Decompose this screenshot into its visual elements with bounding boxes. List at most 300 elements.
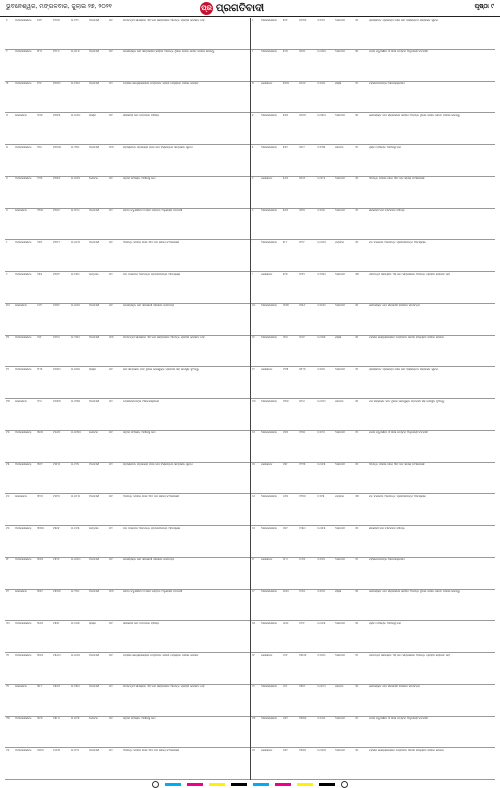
table-cell-c: ୦.୧୬୫ [71, 526, 80, 530]
table-cell-type: ଅଣଜଳସେଚିତ [15, 748, 32, 752]
table-cell-type: ଜଳସେଚିତ [15, 685, 27, 689]
table-cell-desc: ତହସିଲଦାରଙ୍କ ଆଦେଶକ୍ରମେ [123, 399, 160, 403]
table-cell-b: ୨୧୨୯ [298, 240, 305, 244]
table-cell-e: ୦୩ [354, 494, 360, 498]
table-cell-desc: ଜମି ସମ୍ପର୍କିତ ଦାବି ଥିଲେ ଉପଯୁକ୍ତ ପ୍ରମାଣ ସହ ଉପସ୍ଥିତ ହୁଅନ୍ତୁ [368, 399, 445, 403]
table-cell-sl: ୧୬ [251, 494, 255, 498]
table-cell-a: ୨୨୩ [37, 177, 43, 181]
table-cell-sl: ୨୪ [6, 748, 10, 752]
table-cell-e: ୦୧ [109, 558, 113, 562]
table-cell-b: ୨୧୫୬ [298, 304, 306, 308]
table-row [251, 653, 496, 685]
table-cell-c: ୦.୧୦୦ [316, 304, 326, 308]
table-cell-b: ୧୫୮୭ [53, 717, 60, 720]
table-cell-b: ୨୩୧୮ [298, 685, 306, 689]
masthead [200, 1, 264, 15]
table-cell-c: ୦.୦୬୫ [316, 621, 326, 625]
table-cell-b: ୧୬୦୧ [53, 748, 61, 752]
table-cell-c: ୦.୧୬୦ [316, 717, 326, 720]
table-cell-c: ୦.୧୩୫ [316, 145, 326, 149]
table-cell-a: ୩୩୦ [37, 526, 44, 530]
table-cell-d: ଅନାବାଦୀ [89, 240, 100, 244]
table-row [251, 748, 496, 780]
table-cell-desc: ପରବର୍ତ୍ତୀ ସମୟରେ ଏହି ଜମି ସମ୍ପର୍କରେ ଆପତ୍ତି ଗ୍ରହଣ କରାଯିବ ନାହିଁ [368, 653, 450, 657]
table-cell-type: ଜଳସେଚିତ [260, 653, 273, 657]
table-cell-d: ଅନାବାଦୀ [334, 304, 345, 308]
table-cell-d: ରାସ୍ତା [334, 336, 342, 339]
table-cell-e: ୦୧ [354, 590, 359, 593]
table-cell-sl: ୨ [251, 50, 253, 54]
table-cell-type: ଜଳସେଚିତ [15, 590, 27, 593]
table-cell-c: ୦.୦୪୦ [316, 748, 326, 752]
table-row [5, 145, 250, 177]
table-cell-type: ଅଣଜଳସେଚିତ [260, 494, 278, 498]
table-cell-b: ୨୦୩୪ [298, 18, 307, 22]
table-cell-a: ୩୯୫ [37, 717, 43, 720]
table-cell-sl: ୮ [6, 240, 8, 244]
table-cell-sl: ୧୫ [251, 463, 255, 466]
table-cell-type: ଜଳସେଚିତ [15, 113, 27, 117]
table-cell-a: ୬୦୩ [282, 304, 289, 308]
table-cell-type: ଅଣଜଳସେଚିତ [260, 526, 278, 530]
table-cell-b: ୨୧୯୬ [298, 399, 305, 403]
table-cell-sl: ୨୧ [6, 653, 10, 657]
notice-column-right [250, 18, 496, 780]
table-cell-sl: ୧୧ [6, 336, 10, 339]
table-row [5, 621, 250, 653]
table-cell-sl: ୪ [6, 113, 8, 117]
table-cell-b: ୧୫୭୪ [53, 685, 61, 689]
table-row [251, 336, 496, 368]
table-cell-c: ୦.୧୯୫ [71, 463, 80, 466]
table-row [5, 240, 250, 272]
table-cell-a: ୬୮୬ [282, 558, 288, 562]
table-cell-type: ଅଣଜଳସେଚିତ [15, 145, 32, 149]
table-cell-c: ୦.୧୨୨ [71, 18, 79, 22]
table-cell-desc: ପ୍ରସ୍ତାବିତ ପ୍ରକଳ୍ପ ପାଇଁ ଜମି ହସ୍ତାନ୍ତର ସମ୍ପର୍କିତ ସୂଚନା [123, 463, 193, 466]
table-cell-d: ଅନାବାଦୀ [334, 367, 345, 371]
table-cell-b: ୧୫୪୮ [53, 621, 60, 625]
table-cell-d: ଅନାବାଦୀ [89, 685, 100, 689]
table-cell-b: ୧୫୨୧ [53, 558, 60, 562]
registration-mark-icon [341, 781, 348, 788]
table-cell-type: ଅଣଜଳସେଚିତ [15, 240, 32, 244]
table-cell-d: ଜଙ୍ଗଲ [334, 494, 344, 498]
table-cell-e: ୦୨ [109, 272, 113, 276]
table-cell-desc: ବନ ବିଭାଗର ଅନାପତ୍ତି ପ୍ରମାଣପତ୍ର ଆବଶ୍ୟକ [123, 272, 181, 276]
table-cell-a: ୨୩୦ [37, 209, 44, 212]
table-cell-type: ଅଣଜଳସେଚିତ [260, 240, 278, 244]
table-cell-c: ୦.୦୮୦ [71, 494, 81, 498]
table-cell-c: ୦.୦୭୫ [71, 304, 81, 308]
table-cell-b: ୧୩୯୯ [53, 272, 60, 276]
table-cell-type: ଅଣଜଳସେଚିତ [260, 145, 278, 149]
table-cell-b: ୨୧୬୯ [298, 336, 305, 339]
table-cell-e: ୦୨ [354, 209, 359, 212]
table-cell-d: ରାସ୍ତା [89, 367, 96, 371]
table-cell-sl: ୨୩ [251, 717, 256, 720]
table-cell-desc: ଗ୍ରାମ ପଞ୍ଚାୟତ ଅଧୀନସ୍ଥ ଜମି [123, 717, 156, 720]
table-cell-c: ୦.୦୯୦ [316, 399, 326, 403]
table-cell-a: ୨୧୬ [37, 145, 42, 149]
table-cell-desc: ଉପରୋକ୍ତ ଜମି ସମ୍ପର୍କରେ କାହାର ଆପତ୍ତି ଥିଲେ ଲିଖିତ ଭାବେ ଦାଖଲ କରନ୍ତୁ [123, 50, 215, 54]
table-cell-a: ୬୧୬ [282, 336, 288, 339]
table-cell-a: ୩୧୨ [37, 463, 43, 466]
table-cell-b: ୧୩୬୮ [53, 209, 61, 212]
table-cell-sl: ୧୪ [6, 431, 10, 435]
table-row [5, 272, 250, 304]
table-row [5, 304, 250, 336]
table-cell-a: ୬୭୯ [282, 526, 288, 530]
table-row [251, 590, 496, 622]
table-cell-d: ରାସ୍ତା [334, 590, 342, 593]
table-cell-sl: ୧୨ [6, 367, 10, 371]
table-cell-d: ଅନାବାଦୀ [334, 621, 345, 625]
table-cell-a: ୪୦୩ [37, 748, 44, 752]
table-cell-a: ୩୭୪ [37, 653, 44, 657]
table-cell-desc: ଜମିର ଚତୁଃସୀମା ଓ ଖାତା ନମ୍ବର ଅନୁଯାୟୀ ବିବରଣୀ [368, 50, 428, 54]
table-cell-desc: ଆପତ୍ତି ଦାଖଲ ପାଇଁ ୩୦ ଦିନ ସମୟ ଦିଆଯାଉଛି [368, 177, 425, 181]
table-cell-a: ୩୮୮ [37, 685, 43, 689]
table-cell-sl: ୫ [251, 145, 254, 149]
color-swatch [253, 783, 269, 786]
table-cell-a: ୧୯୧ [37, 82, 42, 85]
table-cell-desc: ଉପରୋକ୍ତ ଜମି ସରକାରୀ ଖାତାରେ ଲିପିବଦ୍ଧ [368, 685, 420, 689]
table-cell-sl: ୭ [251, 209, 254, 212]
table-cell-desc: ଗ୍ରାମ ପଞ୍ଚାୟତ ଅଧୀନସ୍ଥ ଜମି [368, 621, 401, 625]
table-cell-desc: ବନ ବିଭାଗର ଅନାପତ୍ତି ପ୍ରମାଣପତ୍ର ଆବଶ୍ୟକ [123, 526, 181, 530]
table-cell-c: ୦.୧୮୦ [71, 209, 80, 212]
table-cell-e: ୦୧ [109, 177, 113, 181]
page-header [0, 0, 500, 17]
table-cell-e: ୦୧ [109, 18, 113, 22]
table-cell-desc: ଉପରୋକ୍ତ ଜମି ସରକାରୀ ଖାତାରେ ଲିପିବଦ୍ଧ [123, 304, 175, 308]
table-cell-sl: ୧୭ [251, 526, 255, 530]
table-cell-desc: ପରବର୍ତ୍ତୀ ସମୟରେ ଏହି ଜମି ସମ୍ପର୍କରେ ଆପତ୍ତି ଗ୍ରହଣ କରାଯିବ ନାହିଁ [368, 272, 450, 276]
registration-mark-icon [152, 781, 159, 788]
table-cell-desc: ସରକାରୀ ଜମି ବାବଦରେ ବିଜ୍ଞପ୍ତି [368, 209, 405, 212]
table-cell-desc: ଗ୍ରାମ ପଞ୍ଚାୟତ ଅଧୀନସ୍ଥ ଜମି [123, 177, 156, 181]
table-cell-e: ୦୨ [109, 748, 113, 752]
table-cell-desc: ଆପତ୍ତି ଦାଖଲ ପାଇଁ ୩୦ ଦିନ ସମୟ ଦିଆଯାଉଛି [368, 463, 425, 466]
table-cell-desc: ଜମିର ଚତୁଃସୀମା ଓ ଖାତା ନମ୍ବର ଅନୁଯାୟୀ ବିବରଣୀ [123, 209, 183, 212]
table-cell-desc: ବନ ବିଭାଗର ଅନାପତ୍ତି ପ୍ରମାଣପତ୍ର ଆବଶ୍ୟକ [368, 240, 426, 244]
table-cell-d: ଜଙ୍ଗଲ [89, 272, 99, 276]
table-row [251, 463, 496, 495]
table-cell-a: ୭୪୨ [282, 717, 288, 720]
table-cell-sl: ୧୩ [6, 399, 10, 403]
table-cell-a: ୭୦୭ [282, 621, 289, 625]
notice-column-left [5, 18, 250, 780]
notice-columns [5, 18, 495, 780]
table-cell-b: ୨୦୪୮ [298, 50, 306, 54]
table-cell-c: ୦.୦୪୫ [316, 336, 326, 339]
table-cell-sl: ୨ [6, 50, 8, 54]
table-cell-c: ୦.୦୭୦ [316, 50, 326, 54]
table-cell-type: ଅଣଜଳସେଚିତ [260, 590, 278, 593]
table-cell-b: ୨୨୧୦ [298, 431, 306, 435]
table-cell-type: ଅଣଜଳସେଚିତ [15, 82, 32, 85]
table-row [5, 50, 250, 82]
table-row [251, 209, 496, 241]
table-cell-desc: ଜମିର ଚତୁଃସୀମା ଓ ଖାତା ନମ୍ବର ଅନୁଯାୟୀ ବିବରଣୀ [368, 431, 428, 435]
table-cell-desc: ତହସିଲ କାର୍ଯ୍ୟାଳୟରେ ନିର୍ଦ୍ଧାରିତ ତାରିଖ ମଧ୍ୟରେ ଦାଖଲ କରିବେ [368, 748, 444, 752]
table-cell-e: ୦୧ [109, 240, 113, 244]
table-cell-e: ୦୩ [354, 272, 360, 276]
table-cell-e: ୦୩ [109, 590, 114, 593]
table-cell-e: ୦୧ [354, 240, 359, 244]
table-cell-e: ୦୧ [354, 621, 359, 625]
table-cell-d: ଅନାବାଦୀ [89, 336, 100, 339]
table-cell-a: ୫୬୭ [282, 177, 289, 181]
table-cell-type: ଅଣଜଳସେଚିତ [260, 50, 278, 54]
table-cell-d: ଅନାବାଦୀ [89, 145, 100, 149]
table-cell-b: ୧୪୬୭ [53, 431, 61, 435]
table-cell-sl: ୧ [6, 18, 8, 22]
table-cell-e: ୦୨ [354, 367, 359, 371]
table-cell-sl: ୧୮ [251, 558, 255, 562]
table-cell-type: ଅଣଜଳସେଚିତ [15, 367, 32, 371]
table-cell-sl: ୧୮ [6, 558, 10, 562]
table-row [5, 336, 250, 368]
newspaper-logo-icon: ପ୍ର [200, 2, 213, 15]
table-cell-b: ୨୩୦୪ [298, 653, 307, 657]
table-cell-e: ୦୧ [109, 621, 113, 625]
table-cell-type: ଅଣଜଳସେଚିତ [15, 431, 32, 435]
table-cell-c: ୦.୨୧୫ [316, 494, 325, 498]
table-cell-desc: ଆପତ୍ତି ଦାଖଲ ପାଇଁ ୩୦ ଦିନ ସମୟ ଦିଆଯାଉଛି [123, 494, 179, 498]
table-cell-a: ୩୦୧ [37, 431, 44, 435]
table-cell-a: ୨୮୩ [37, 367, 43, 371]
table-row [251, 558, 496, 590]
table-cell-b: ୧୫୦୮ [53, 526, 61, 530]
table-cell-sl: ୩ [6, 82, 9, 85]
color-swatch [275, 783, 291, 786]
table-cell-e: ୦୧ [354, 399, 359, 403]
table-cell-d: ଅନାବାଦୀ [89, 494, 100, 498]
table-cell-d: ଗୋଚର [334, 145, 344, 149]
table-cell-type: ଜଳସେଚିତ [260, 272, 273, 276]
table-cell-sl: ୧୨ [251, 367, 255, 371]
table-cell-sl: ୧୪ [251, 431, 255, 435]
table-cell-desc: ସରକାରୀ ଜମି ବାବଦରେ ବିଜ୍ଞପ୍ତି [123, 621, 160, 625]
table-cell-e: ୦୧ [354, 304, 359, 308]
table-cell-d: ଅନାବାଦୀ [89, 82, 100, 85]
table-cell-d: ଅନାବାଦୀ [334, 209, 345, 212]
table-cell-a: ୫୫୨ [282, 145, 288, 149]
table-cell-e: ୦୨ [109, 399, 113, 403]
color-swatch [165, 783, 181, 786]
table-cell-sl: ୧୧ [251, 336, 255, 339]
table-cell-type: ଅଣଜଳସେଚିତ [15, 526, 32, 530]
table-cell-type: ଜଳସେଚିତ [260, 367, 273, 371]
table-cell-e: ୦୧ [354, 18, 359, 22]
table-cell-e: ୦୨ [109, 526, 113, 530]
table-cell-b: ୧୪୪୦ [53, 367, 61, 371]
table-cell-c: ୦.୧୩୦ [71, 399, 81, 403]
table-cell-d: ଗୋଚର [334, 685, 344, 689]
table-cell-a: ୨୬୨ [37, 304, 42, 308]
table-cell-d: ଜଙ୍ଗଲ [89, 526, 99, 530]
table-row [251, 18, 496, 50]
table-cell-c: ୦.୦୫୦ [316, 113, 326, 117]
table-cell-d: ଅନାବାଦୀ [89, 399, 100, 403]
table-cell-sl: ୧୭ [6, 526, 10, 530]
table-cell-c: ୦.୦୮୫ [71, 50, 80, 54]
table-row [5, 463, 250, 495]
color-swatch [231, 783, 247, 786]
table-cell-desc: ତହସିଲ କାର୍ଯ୍ୟାଳୟରେ ନିର୍ଦ୍ଧାରିତ ତାରିଖ ମଧ୍ୟରେ ଦାଖଲ କରିବେ [123, 653, 199, 657]
table-cell-b: ୧୩୦୨ [53, 82, 61, 85]
table-cell-d: ଅନାବାଦୀ [334, 272, 345, 276]
table-cell-a: ୨୪୭ [37, 240, 43, 244]
table-cell-type: ଅଣଜଳସେଚିତ [15, 50, 32, 54]
table-cell-c: ୦.୨୪୦ [71, 336, 80, 339]
table-cell-e: ୦୧ [354, 336, 359, 339]
table-cell-e: ୦୨ [354, 653, 359, 657]
table-cell-a: ୧୮୫ [37, 50, 43, 54]
table-cell-a: ୫୮୮ [282, 240, 288, 244]
table-cell-desc: ପରବର୍ତ୍ତୀ ସମୟରେ ଏହି ଜମି ସମ୍ପର୍କରେ ଆପତ୍ତି ଗ୍ରହଣ କରାଯିବ ନାହିଁ [123, 336, 205, 339]
table-cell-desc: ସରକାରୀ ଜମି ବାବଦରେ ବିଜ୍ଞପ୍ତି [123, 113, 160, 117]
table-cell-desc: ଉପରୋକ୍ତ ଜମି ସମ୍ପର୍କରେ କାହାର ଆପତ୍ତି ଥିଲେ ଲିଖିତ ଭାବେ ଦାଖଲ କରନ୍ତୁ [368, 113, 461, 117]
table-cell-c: ୦.୦୯୫ [71, 717, 80, 720]
table-cell-c: ୦.୧୧୦ [316, 590, 325, 593]
table-cell-d: ଅନାବାଦୀ [334, 558, 345, 562]
table-cell-type: ଅଣଜଳସେଚିତ [260, 717, 278, 720]
table-cell-c: ୦.୧୫୦ [71, 685, 80, 689]
table-cell-b: ୨୧୪୨ [298, 272, 305, 276]
table-cell-d: ଅନାବାଦୀ [334, 177, 345, 181]
table-cell-desc: ପ୍ରସ୍ତାବିତ ପ୍ରକଳ୍ପ ପାଇଁ ଜମି ହସ୍ତାନ୍ତର ସମ୍ପର୍କିତ ସୂଚନା [368, 367, 439, 371]
table-cell-d: ଅନାବାଦୀ [334, 717, 345, 720]
table-cell-b: ୧୪୯୫ [53, 494, 60, 498]
table-cell-a: ୫୯୫ [282, 272, 288, 276]
table-cell-d: ରାସ୍ତା [334, 82, 342, 85]
table-cell-e: ୦୧ [354, 685, 359, 689]
table-cell-d: ଅନାବାଦୀ [89, 18, 100, 22]
table-cell-d: ଗୋଚର [334, 399, 344, 403]
table-cell-type: ଅଣଜଳସେଚିତ [15, 717, 32, 720]
table-cell-b: ୧୫୬୦ [53, 653, 61, 657]
table-cell-c: ୦.୦୬୦ [316, 240, 326, 244]
table-cell-a: ୫୭୪ [282, 209, 289, 212]
table-row [5, 399, 250, 431]
table-cell-a: ୩୫୨ [37, 590, 43, 593]
table-cell-c: ୦.୧୮୫ [71, 748, 80, 752]
table-cell-e: ୦୩ [109, 145, 114, 149]
table-cell-sl: ୮ [251, 240, 254, 244]
table-cell-sl: ୧୦ [6, 304, 10, 308]
table-cell-c: ୦.୦୬୦ [71, 113, 81, 117]
table-cell-c: ୦.୦୮୫ [316, 177, 326, 181]
table-cell-desc: ପ୍ରସ୍ତାବିତ ପ୍ରକଳ୍ପ ପାଇଁ ଜମି ହସ୍ତାନ୍ତର ସମ୍ପର୍କିତ ସୂଚନା [368, 18, 439, 22]
table-cell-type: ଅଣଜଳସେଚିତ [15, 18, 32, 22]
table-cell-b: ୨୧୦୨ [298, 177, 306, 181]
table-cell-sl: ୧୯ [6, 590, 10, 593]
table-cell-e: ୦୧ [354, 113, 359, 117]
table-cell-e: ୦୧ [109, 494, 113, 498]
table-cell-desc: ତହସିଲଦାରଙ୍କ ଆଦେଶକ୍ରମେ [368, 558, 405, 562]
table-cell-d: ଅନାବାଦୀ [334, 431, 345, 435]
table-row [251, 685, 496, 717]
table-cell-c: ୦.୦୮୦ [316, 685, 326, 689]
table-cell-desc: ପରବର୍ତ୍ତୀ ସମୟରେ ଏହି ଜମି ସମ୍ପର୍କରେ ଆପତ୍ତି ଗ୍ରହଣ କରାଯିବ ନାହିଁ [123, 685, 205, 689]
table-row [251, 367, 496, 399]
table-cell-c: ୦.୧୧୦ [71, 272, 80, 276]
table-row [251, 621, 496, 653]
table-row [5, 526, 250, 558]
table-cell-desc: ଆପତ୍ତି ଦାଖଲ ପାଇଁ ୩୦ ଦିନ ସମୟ ଦିଆଯାଉଛି [123, 240, 179, 244]
table-cell-a: ୫୪୫ [282, 113, 289, 117]
table-cell-desc: ତହସିଲଦାରଙ୍କ ଆଦେଶକ୍ରମେ [368, 82, 405, 85]
table-cell-d: ଅନାବାଦୀ [334, 748, 345, 752]
table-cell-sl: ୩ [251, 82, 254, 85]
table-row [5, 18, 250, 50]
table-cell-type: ଅଣଜଳସେଚିତ [260, 431, 278, 435]
table-cell-sl: ୪ [251, 113, 254, 117]
table-cell-sl: ୭ [6, 209, 8, 212]
table-cell-c: ୦.୧୦୫ [71, 621, 80, 625]
color-swatch [319, 783, 335, 786]
table-cell-d: ଗୋଚର [89, 717, 98, 720]
table-cell-type: ଅଣଜଳସେଚିତ [260, 304, 278, 308]
table-cell-c: ୦.୦୯୦ [71, 240, 80, 244]
table-cell-type: ଜଳସେଚିତ [15, 399, 27, 403]
table-cell-c: ୦.୧୪୦ [71, 82, 80, 85]
table-cell-type: ଅଣଜଳସେଚିତ [260, 18, 278, 22]
table-cell-a: ୨୦୪ [37, 113, 43, 117]
table-cell-desc: ଉପରୋକ୍ତ ଜମି ସରକାରୀ ଖାତାରେ ଲିପିବଦ୍ଧ [368, 304, 420, 308]
table-cell-d: ଅନାବାଦୀ [89, 304, 100, 308]
table-row [251, 145, 496, 177]
table-cell-type: ଜଳସେଚିତ [260, 748, 273, 752]
table-cell-d: ଅନାବାଦୀ [89, 590, 100, 593]
table-cell-b: ୧୨୪୫ [53, 18, 60, 22]
table-cell-a: ୩୨୪ [37, 494, 43, 498]
table-cell-a: ୬୫୮ [282, 463, 288, 466]
table-cell-type: ଜଳସେଚିତ [260, 558, 273, 562]
table-cell-a: ୩୬୭ [37, 621, 44, 625]
table-cell-a: ୬୬୫ [282, 494, 289, 498]
table-cell-b: ୧୫୩୪ [53, 590, 61, 593]
table-cell-desc: ଜମି ସମ୍ପର୍କିତ ଦାବି ଥିଲେ ଉପଯୁକ୍ତ ପ୍ରମାଣ ସହ ଉପସ୍ଥିତ ହୁଅନ୍ତୁ [123, 367, 199, 371]
table-cell-type: ଜଳସେଚିତ [260, 177, 273, 181]
table-cell-a: ୭୨୧ [282, 653, 288, 657]
table-cell-desc: ସରକାରୀ ଜମି ବାବଦରେ ବିଜ୍ଞପ୍ତି [368, 526, 405, 530]
table-cell-c: ୦.୦୪୫ [71, 177, 81, 181]
table-cell-b: ୧୩୮୨ [53, 240, 60, 244]
page-number: ପୃଷ୍ଠା ୯ [474, 3, 494, 10]
table-cell-d: ଅନାବାଦୀ [89, 558, 100, 562]
table-cell-e: ୦୨ [354, 717, 359, 720]
table-cell-e: ୦୩ [109, 336, 114, 339]
color-swatch [187, 783, 203, 786]
table-row [251, 177, 496, 209]
table-row [251, 526, 496, 558]
table-row [5, 177, 250, 209]
table-cell-d: ଅନାବାଦୀ [334, 526, 345, 530]
table-cell-type: ଅଣଜଳସେଚିତ [15, 336, 32, 339]
table-row [251, 272, 496, 304]
table-cell-b: ୧୩୪୦ [53, 145, 62, 149]
table-row [5, 558, 250, 590]
table-cell-d: ରାସ୍ତା [89, 621, 96, 625]
table-cell-type: ଅଣଜଳସେଚିତ [260, 621, 278, 625]
table-cell-b: ୧୪୨୬ [53, 336, 60, 339]
table-cell-sl: ୧ [251, 18, 254, 22]
table-cell-type: ଅଣଜଳସେଚିତ [15, 558, 32, 562]
